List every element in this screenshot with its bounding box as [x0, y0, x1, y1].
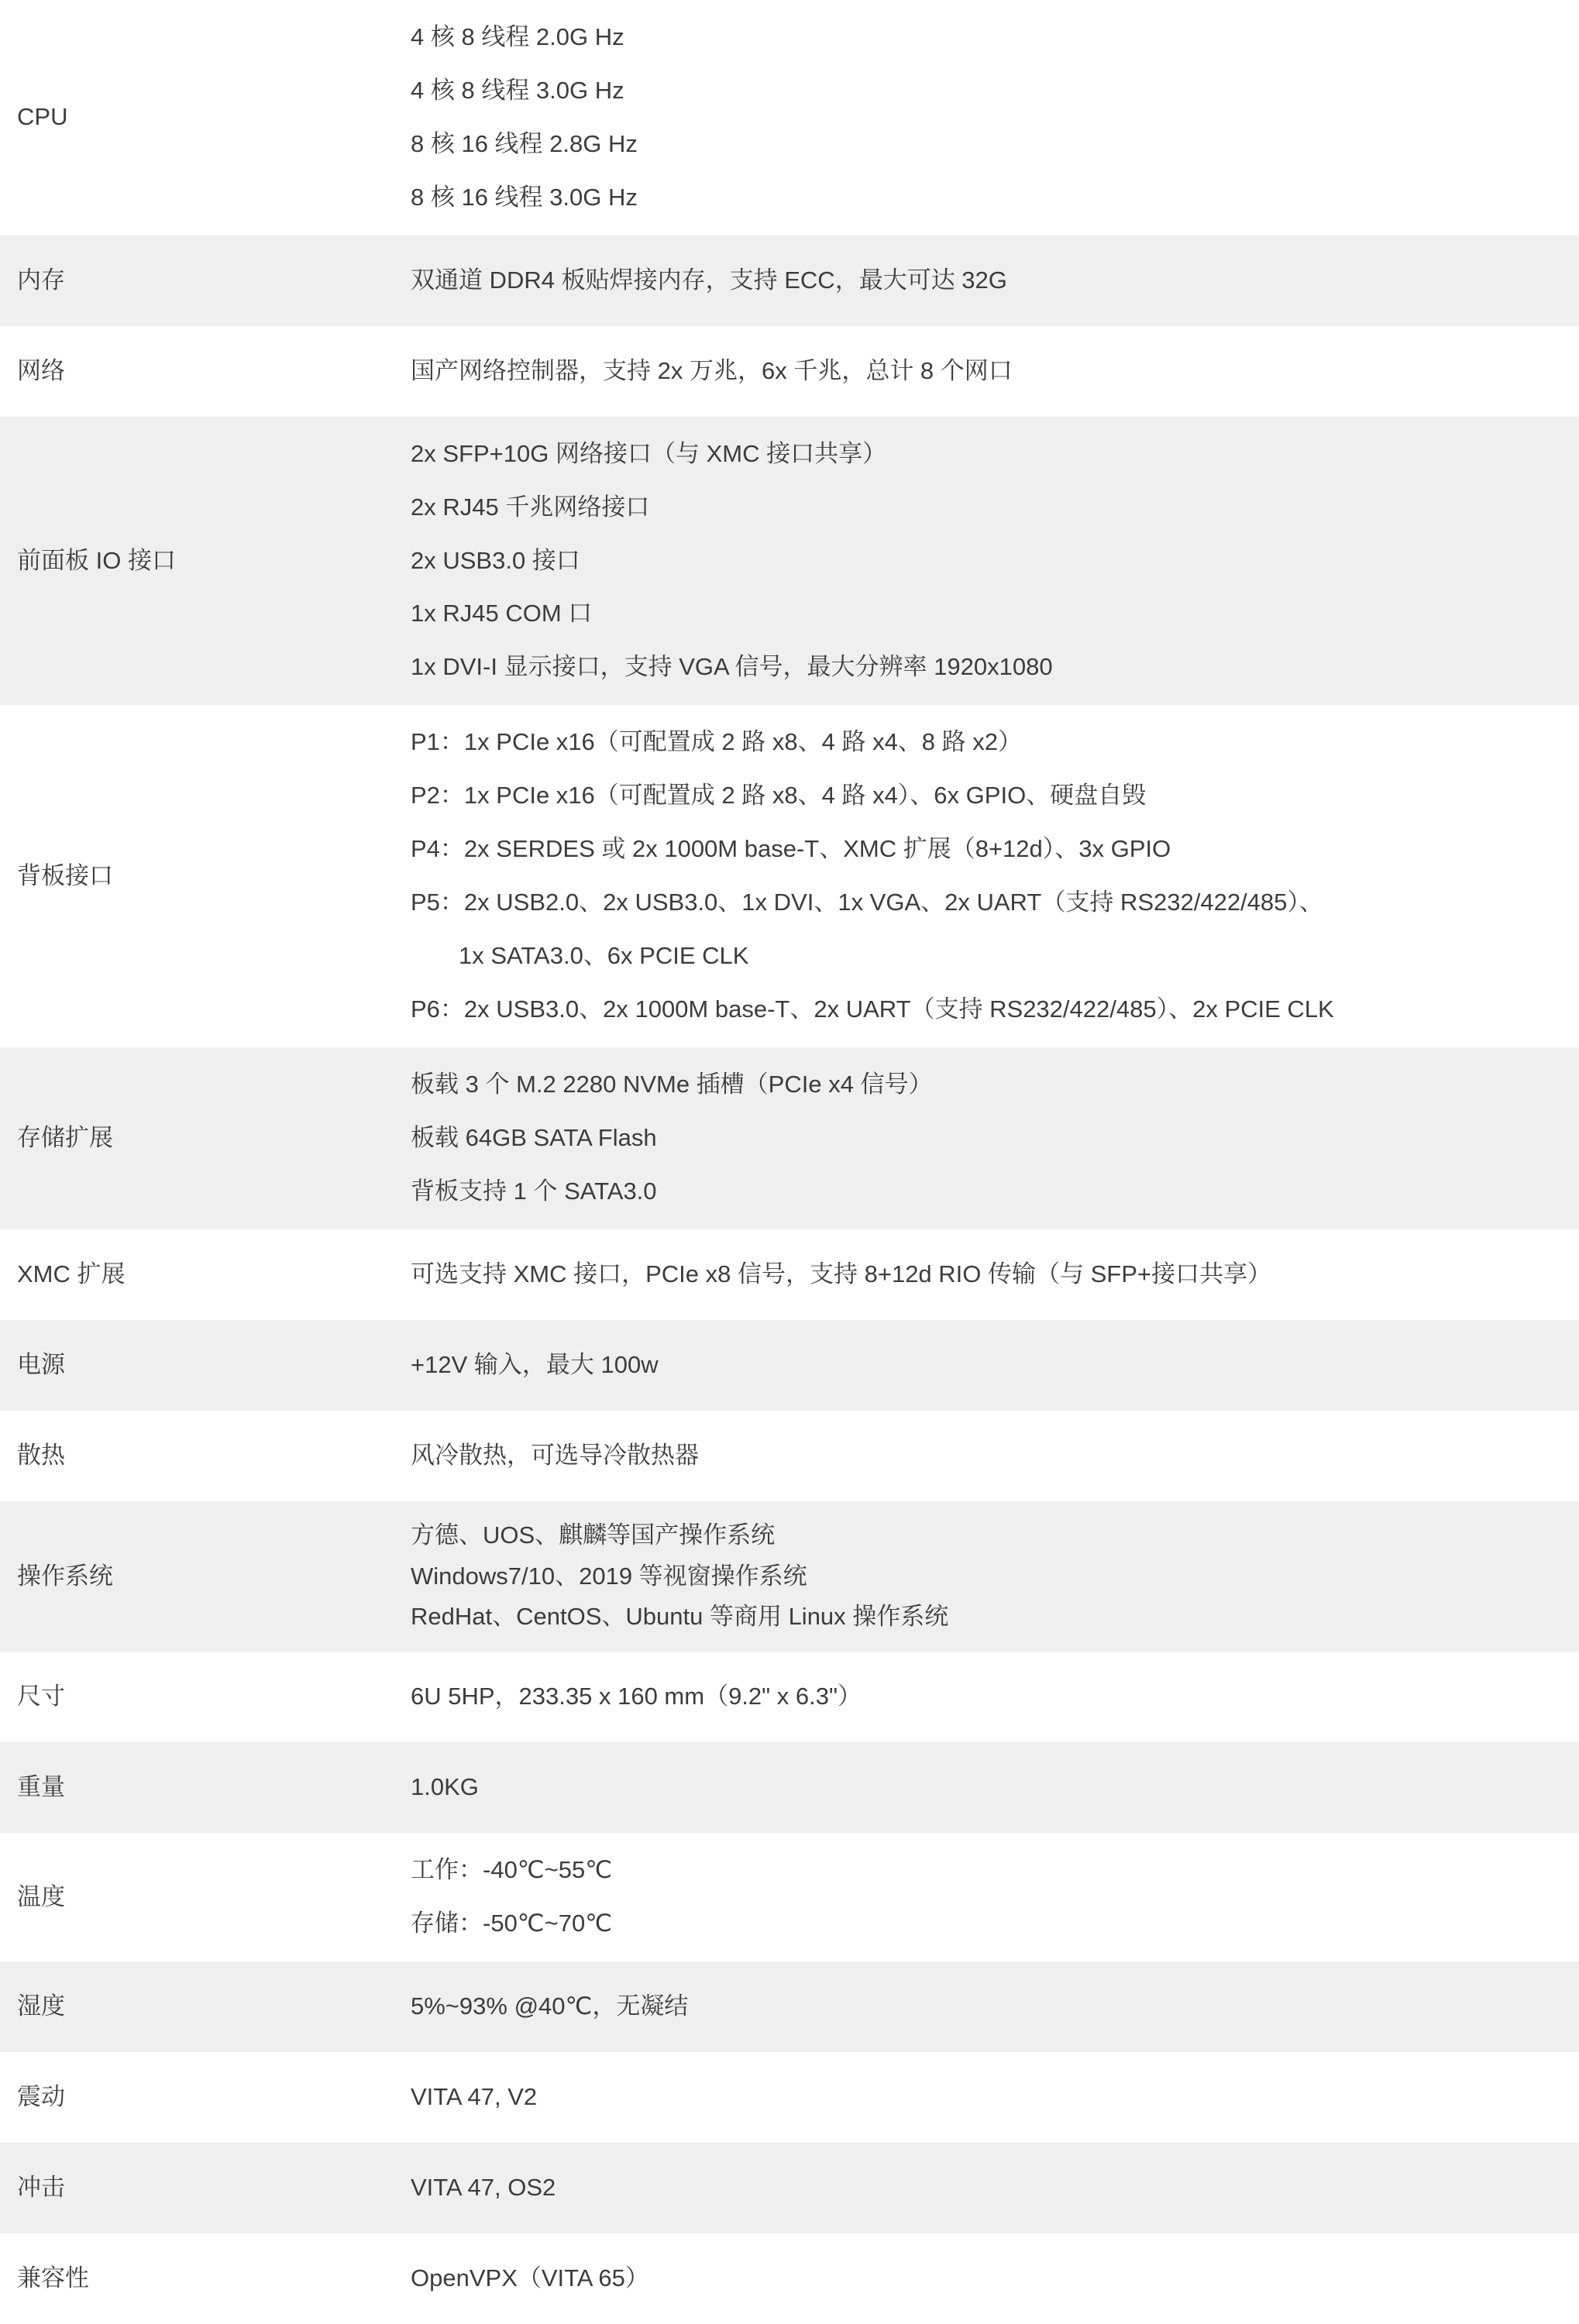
table-row	[0, 1411, 1579, 1501]
spec-value-line: 6U 5HP，233.35 x 160 mm（9.2" x 6.3"）	[411, 1683, 862, 1710]
spec-value-line: 5%~93% @40℃，无凝结	[411, 1992, 689, 2020]
spec-value-line: 1x DVI-I 显示接口，支持 VGA 信号，最大分辨率 1920x1080	[411, 653, 1053, 681]
spec-value-line: VITA 47, OS2	[411, 2174, 556, 2201]
spec-label: 存储扩展	[17, 1123, 113, 1151]
spec-value	[403, 1652, 1579, 1742]
spec-value-line: 8 核 16 线程 2.8G Hz	[411, 129, 638, 157]
spec-value-line: 方德、UOS、麒麟等国产操作系统	[411, 1521, 776, 1549]
spec-value-line: 8 核 16 线程 3.0G Hz	[411, 183, 638, 211]
spec-value	[403, 2233, 1579, 2324]
spec-value-block	[411, 1320, 1556, 1411]
spec-value-line: +12V 输入，最大 100w	[411, 1350, 659, 1378]
spec-label: 湿度	[17, 1992, 65, 2020]
spec-value-line: 2x RJ45 千兆网络接口	[411, 493, 650, 521]
spec-value-line: RedHat、CentOS、Ubuntu 等商用 Linux 操作系统	[411, 1603, 949, 1631]
spec-value-line: 可选支持 XMC 接口，PCIe x8 信号，支持 8+12d RIO 传输（与 SFP+接口共享）	[411, 1260, 1272, 1287]
spec-value-line: Windows7/10、2019 等视窗操作系统	[411, 1562, 807, 1590]
spec-value-line: P1：1x PCIe x16（可配置成 2 路 x8、4 路 x4、8 路 x2）	[411, 728, 1023, 756]
table-row	[0, 1047, 1579, 1229]
spec-value-block	[411, 1652, 1556, 1742]
spec-label: 网络	[17, 356, 65, 384]
table-row	[0, 705, 1579, 1047]
spec-value-block	[411, 0, 1556, 235]
table-row	[0, 1742, 1579, 1833]
spec-value-line: P6：2x USB3.0、2x 1000M base-T、2x UART（支持 RS232/422/485）、2x PCIE CLK	[411, 995, 1334, 1023]
spec-value-line: 4 核 8 线程 2.0G Hz	[411, 23, 624, 50]
spec-value-block	[411, 1833, 1556, 1961]
spec-value	[403, 1047, 1579, 1229]
spec-label: 尺寸	[17, 1683, 65, 1710]
spec-value	[403, 1229, 1579, 1320]
spec-value-block	[411, 1047, 1556, 1229]
spec-label: 温度	[17, 1882, 65, 1910]
spec-value-block	[411, 1411, 1556, 1501]
spec-label: CPU	[17, 103, 68, 131]
spec-value-line: 背板支持 1 个 SATA3.0	[411, 1177, 657, 1205]
spec-value-block	[411, 1501, 1556, 1652]
table-row	[0, 2052, 1579, 2143]
spec-value	[403, 705, 1579, 1047]
spec-label: 电源	[17, 1350, 65, 1378]
spec-value-line: 1.0KG	[411, 1773, 479, 1801]
table-row	[0, 235, 1579, 326]
table-row	[0, 1833, 1579, 1961]
spec-value-line: VITA 47, V2	[411, 2083, 538, 2111]
spec-value-line: 1x RJ45 COM 口	[411, 600, 593, 627]
spec-value-line: 板载 64GB SATA Flash	[411, 1123, 657, 1151]
spec-value-line: 4 核 8 线程 3.0G Hz	[411, 76, 624, 104]
spec-value	[403, 1320, 1579, 1411]
spec-value	[403, 1833, 1579, 1961]
spec-value-block	[411, 2143, 1556, 2233]
spec-label: 冲击	[17, 2174, 65, 2201]
table-row	[0, 1229, 1579, 1320]
spec-label: XMC 扩展	[17, 1260, 126, 1287]
spec-value-line: 1x SATA3.0、6x PCIE CLK	[459, 942, 749, 970]
spec-value	[403, 2052, 1579, 2143]
table-row	[0, 1652, 1579, 1742]
spec-value-block	[411, 1742, 1556, 1833]
spec-value-line: 风冷散热，可选导冷散热器	[411, 1441, 699, 1469]
spec-label: 操作系统	[17, 1562, 113, 1590]
spec-value-block	[411, 1961, 1556, 2052]
table-row	[0, 326, 1579, 417]
spec-value	[403, 235, 1579, 326]
spec-value	[403, 326, 1579, 417]
table-row	[0, 1501, 1579, 1652]
spec-value-block	[411, 705, 1556, 1047]
spec-value-block	[411, 1229, 1556, 1320]
spec-value	[403, 1501, 1579, 1652]
spec-value	[403, 417, 1579, 706]
spec-value-line: 板载 3 个 M.2 2280 NVMe 插槽（PCIe x4 信号）	[411, 1070, 933, 1098]
spec-label: 兼容性	[17, 2264, 89, 2291]
spec-value-line: P2：1x PCIe x16（可配置成 2 路 x8、4 路 x4）、6x GPIO、硬盘自毁	[411, 782, 1147, 810]
table-row	[0, 417, 1579, 706]
spec-value-line: 2x USB3.0 接口	[411, 546, 580, 574]
spec-value-block	[411, 2052, 1556, 2143]
spec-value	[403, 1742, 1579, 1833]
spec-label: 背板接口	[17, 861, 113, 889]
table-row	[0, 1961, 1579, 2052]
spec-value-block	[411, 2233, 1556, 2324]
spec-label: 震动	[17, 2083, 65, 2111]
spec-value-block	[411, 417, 1556, 706]
spec-value	[403, 0, 1579, 235]
spec-value-block	[411, 235, 1556, 326]
spec-value	[403, 1961, 1579, 2052]
table-row	[0, 2143, 1579, 2233]
spec-value-line: 工作：-40℃~55℃	[411, 1856, 613, 1884]
spec-value-line: P4：2x SERDES 或 2x 1000M base-T、XMC 扩展（8+12d）、3x GPIO	[411, 835, 1171, 863]
spec-value-line: 2x SFP+10G 网络接口（与 XMC 接口共享）	[411, 439, 887, 467]
spec-label: 散热	[17, 1441, 65, 1469]
spec-value-line: OpenVPX（VITA 65）	[411, 2264, 649, 2291]
table-row	[0, 2233, 1579, 2324]
spec-value-line: 国产网络控制器，支持 2x 万兆，6x 千兆，总计 8 个网口	[411, 356, 1013, 384]
spec-value	[403, 1411, 1579, 1501]
table-row	[0, 0, 1579, 235]
spec-label: 内存	[17, 266, 65, 294]
table-row	[0, 1320, 1579, 1411]
spec-label: 重量	[17, 1773, 65, 1801]
spec-value	[403, 2143, 1579, 2233]
spec-value-line: 存储：-50℃~70℃	[411, 1910, 613, 1937]
spec-value-line: P5：2x USB2.0、2x USB3.0、1x DVI、1x VGA、2x UART（支持 RS232/422/485）、	[411, 889, 1323, 916]
spec-value-line: 双通道 DDR4 板贴焊接内存，支持 ECC，最大可达 32G	[411, 266, 1007, 294]
spec-value-block	[411, 326, 1556, 417]
spec-label: 前面板 IO 接口	[17, 546, 176, 574]
